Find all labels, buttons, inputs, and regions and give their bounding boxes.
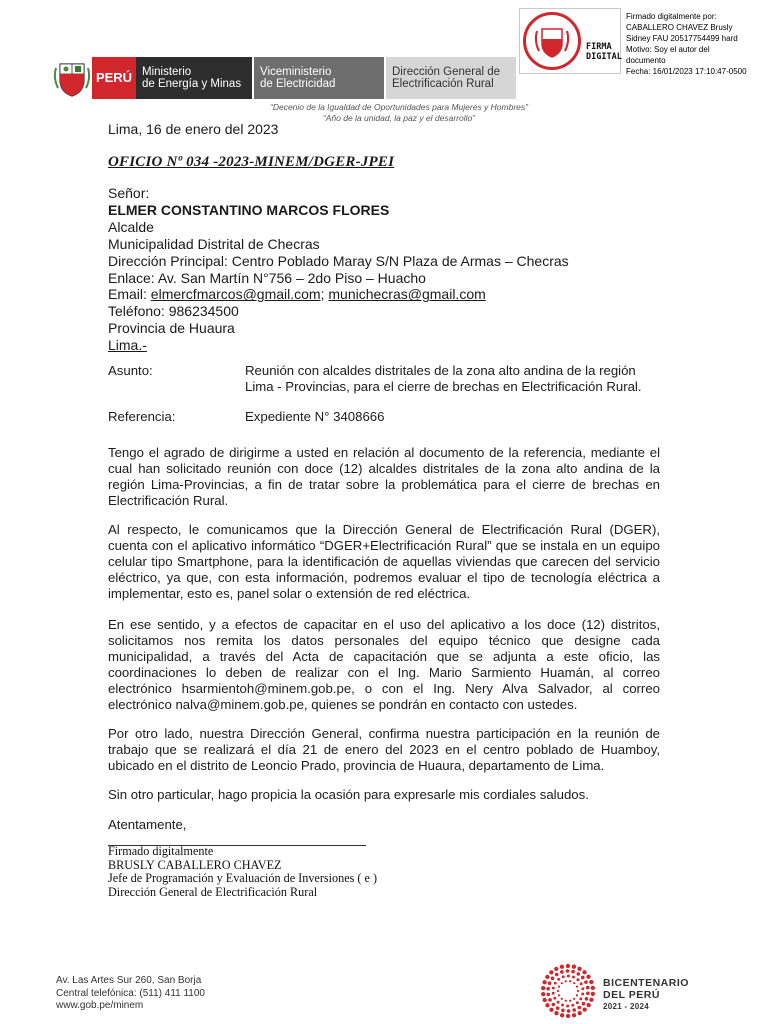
peru-brand-block	[92, 57, 136, 99]
ministerio-line-1: Ministerio	[142, 66, 192, 78]
bicentenario-years: 2021 - 2024	[603, 1002, 650, 1011]
signer-block	[108, 845, 377, 899]
bicentenario-label	[603, 977, 689, 1013]
sig-info-line: Firmado digitalmente por:	[626, 12, 717, 21]
email-separator: ;	[320, 286, 329, 303]
sig-info-line: documento	[626, 56, 666, 65]
bicentenario-line-2: DEL PERÚ	[603, 989, 660, 1001]
sig-info-line: Fecha: 16/01/2023 17:10:47-0500	[626, 67, 747, 76]
reference-label: Referencia:	[108, 409, 176, 424]
subject-text: Reunión con alcaldes distritales de la zona alto andina de la región Lima - Provincias, para el cierre de brechas en Electrificación Rural.	[245, 363, 642, 394]
direccion-line-2: Electrificación Rural	[392, 78, 494, 90]
recipient-link-address: Enlace: Av. San Martín N°756 – 2do Piso – Huacho	[108, 269, 426, 286]
email-link-2[interactable]: munichecras@gmail.com	[328, 286, 486, 303]
decenio-motto: “Decenio de la Igualdad de Oportunidades para Mujeres y Hombres”	[270, 102, 528, 112]
sig-info-line: CABALLERO CHAVEZ Brusly	[626, 23, 733, 32]
viceministerio-line-2: de Electricidad	[260, 78, 336, 90]
email-label: Email:	[108, 286, 151, 303]
bicentenario-line-1: BICENTENARIO	[603, 977, 689, 989]
recipient-address-block	[108, 185, 569, 354]
bicentenario-logo-icon	[540, 963, 596, 1019]
seal-label-line-2: DIGITAL	[586, 52, 622, 62]
signer-title: Jefe de Programación y Evaluación de Inversiones ( e )	[108, 871, 378, 885]
viceministerio-block	[254, 57, 384, 99]
letter-date: Lima, 16 de enero del 2023	[108, 121, 279, 137]
peru-label: PERÚ	[95, 70, 133, 85]
seal-label	[586, 42, 622, 62]
body-paragraph-4: Por otro lado, nuestra Dirección General, confirma nuestra participación en la reunión de trabajo que se realizará el día 21 de enero del 2023 en el centro poblado de Huamboy, ubicado en el distrito de Leoncio Prado, provincia de Huaura, departamento de Lima.	[108, 726, 660, 773]
footer-phone: Central telefónica: (511) 411 1100	[56, 987, 205, 999]
recipient-province: Provincia de Huaura	[108, 320, 235, 337]
footer-street: Av. Las Artes Sur 260, San Borja	[56, 975, 202, 986]
subject-label: Asunto:	[108, 363, 153, 378]
signer-name: BRUSLY CABALLERO CHAVEZ	[108, 857, 282, 872]
recipient-name: ELMER CONSTANTINO MARCOS FLORES	[108, 201, 390, 218]
seal-emblem-icon	[523, 12, 581, 70]
recipient-phone: Teléfono: 986234500	[108, 303, 239, 320]
footer-address	[56, 975, 205, 1013]
recipient-entity: Municipalidad Distrital de Checras	[108, 235, 320, 252]
email-link-1[interactable]: elmercfmarcos@gmail.com	[150, 286, 321, 303]
signer-line: Firmado digitalmente	[108, 844, 214, 858]
ministerio-line-2: de Energía y Minas	[142, 78, 242, 90]
body-paragraph-1: Tengo el agrado de dirigirme a usted en relación al documento de la referencia, mediante el cual han solicitado reunión con doce (12) alcaldes distritales de la zona alto andina de la región Lima-Provincias, a fin de tratar sobre la problemática para el cierre de brechas en Electrificación Rural.	[108, 445, 660, 508]
oficio-number: OFICIO Nº 034 -2023-MINEM/DGER-JPEI	[108, 154, 395, 170]
sig-info-line: Sidney FAU 20517754499 hard	[626, 34, 738, 43]
recipient-city: Lima.-	[108, 337, 147, 354]
footer-website: www.gob.pe/minem	[56, 1000, 144, 1011]
seal-label-line-1: FIRMA	[586, 42, 612, 52]
direccion-line-1: Dirección General de	[392, 66, 501, 78]
direccion-general-block	[386, 57, 516, 99]
body-paragraph-2: Al respecto, le comunicamos que la Dirección General de Electrificación Rural (DGER), cuenta con el aplicativo informático “DGER+Electrificación Rural” que se instala en un equipo celular tipo Smartphone, para la identificación de aquellas viviendas que carecen del servicio eléctrico, ya que, con esta información, podremos evaluar el tipo de tecnología eléctrica a implementar, esto es, panel solar o extensión de red eléctrica.	[108, 522, 660, 601]
closing-salutation: Atentamente,	[108, 817, 187, 832]
salutation: Señor:	[108, 185, 150, 201]
reference-text: Expediente N° 3408666	[245, 409, 385, 424]
viceministerio-line-1: Viceministerio	[260, 66, 332, 78]
recipient-main-address: Dirección Principal: Centro Poblado Maray S/N Plaza de Armas – Checras	[108, 252, 569, 269]
sig-info-line: Motivo: Soy el autor del	[626, 45, 710, 54]
digital-signature-info	[626, 11, 768, 77]
year-motto: “Año de la unidad, la paz y el desarrollo”	[322, 113, 476, 123]
recipient-role: Alcalde	[108, 218, 154, 235]
signer-office: Dirección General de Electrificación Rural	[108, 884, 318, 899]
recipient-email-line	[108, 286, 569, 303]
ministerio-block	[136, 57, 252, 99]
peru-coat-of-arms-icon	[52, 58, 92, 98]
body-paragraph-3: En ese sentido, y a efectos de capacitar en el uso del aplicativo a los doce (12) distritos, solicitamos nos remita los datos personales del equipo técnico que designe cada municipalidad, a través del Acta de capacitación que se adjunta a este oficio, las coordinaciones lo deben de realizar con el Ing. Mario Sarmiento Huamán, al correo electrónico hsarmientoh@minem.gob.pe, o con el Ing. Nery Alva Salvador, al correo electrónico nalva@minem.gob.pe, quienes se pondrán en contacto con ustedes.	[108, 617, 660, 712]
body-paragraph-5: Sin otro particular, hago propicia la ocasión para expresarle mis cordiales saludos.	[108, 787, 589, 802]
